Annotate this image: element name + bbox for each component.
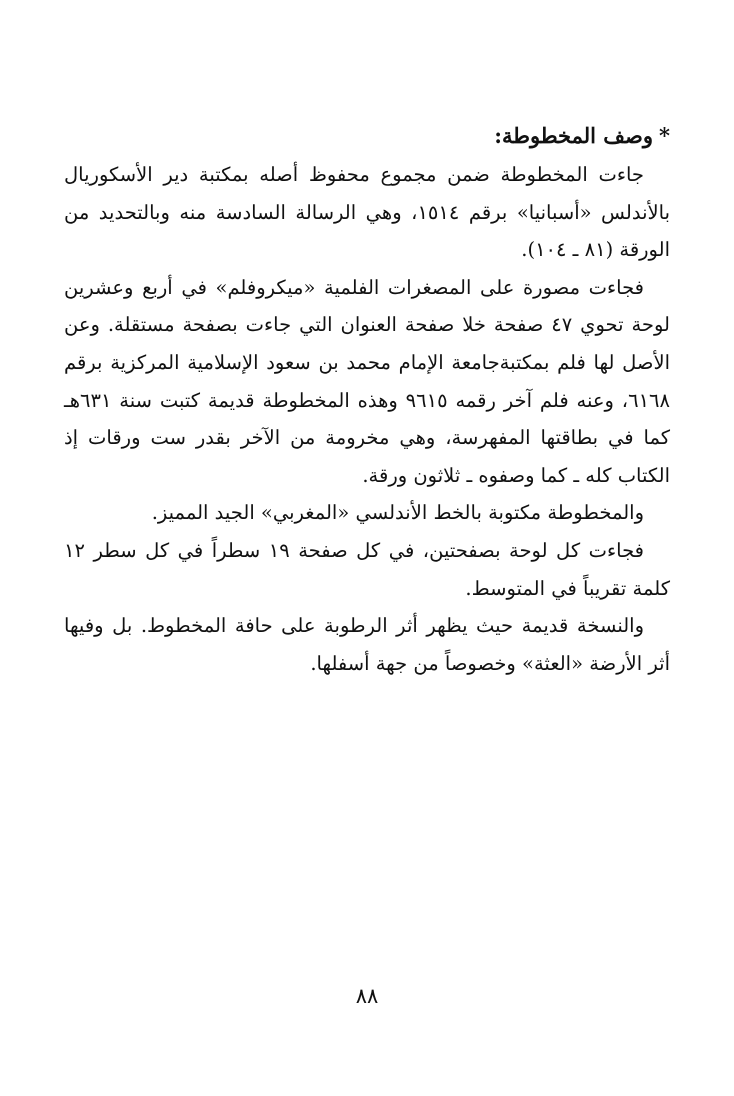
section-heading [64,116,670,156]
asterisk-marker: * [659,123,670,148]
paragraph-location: جاءت المخطوطة ضمن مجموع محفوظ أصله بمكتبة دير الأسكوريال بالأندلس «أسبانيا» برقم ١٥١٤، وهي الرسالة السادسة منه وبالتحديد من الورقة (٨١ ـ ١٠٤). [64,163,671,262]
page-number: ٨٨ [355,984,379,1008]
paragraph-layout: فجاءت كل لوحة بصفحتين، في كل صفحة ١٩ سطراً في كل سطر ١٢ كلمة تقريباً في المتوسط. [64,538,670,600]
text-block [64,116,670,682]
section-heading-text: وصف المخطوطة: [494,123,654,148]
paragraph-microfilm: فجاءت مصورة على المصغرات الفلمية «ميكروفلم» في أربع وعشرين لوحة تحوي ٤٧ صفحة خلا صفحة العنوان التي جاءت بصفحة مستقلة. وعن الأصل لها فلم بمكتبةجامعة الإمام محمد بن سعود الإسلامية المركزية برقم ٦١٦٨، وعنه فلم آخر رقمه ٩٦١٥ وهذه المخطوطة قديمة كتبت سنة ٦٣١هـ كما في بطاقتها المفهرسة، وهي مخرومة من الآخر بقدر ست ورقات إذ الكتاب كله ـ كما وصفوه ـ ثلاثون ورقة. [64,275,670,487]
paragraph-condition: والنسخة قديمة حيث يظهر أثر الرطوبة على حافة المخطوط. بل وفيها أثر الأرضة «العثة» وخصوصاً من جهة أسفلها. [64,614,670,675]
paragraph-script: والمخطوطة مكتوبة بالخط الأندلسي «المغربي» الجيد المميز. [151,501,644,525]
